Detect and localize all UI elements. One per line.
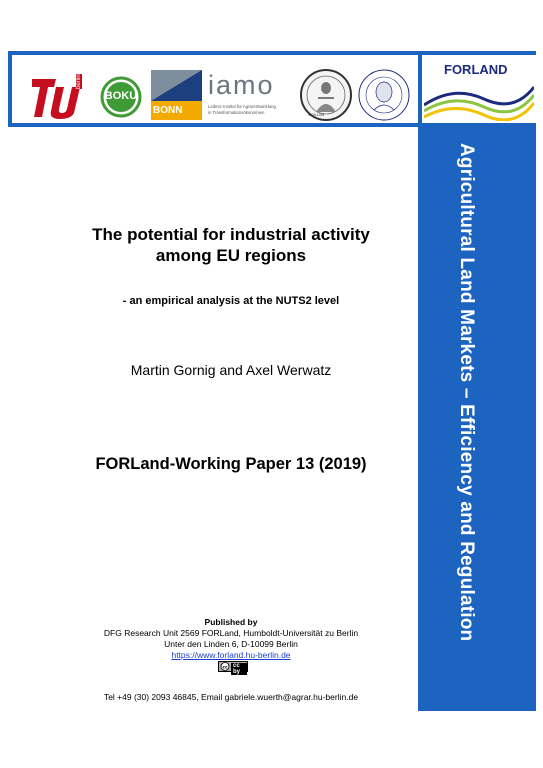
bonn-label: BONN — [153, 105, 183, 116]
paper-authors: Martin Gornig and Axel Werwatz — [130, 362, 332, 378]
series-sidebar — [418, 127, 536, 711]
iamo-logo — [208, 70, 296, 120]
paper-subtitle: - an empirical analysis at the NUTS2 level — [122, 295, 340, 307]
tu-berlin-label: berlin — [76, 74, 82, 89]
paper-title-line2: among EU regions — [155, 246, 307, 265]
publisher-url-link[interactable]: https://www.forland.hu-berlin.de — [171, 650, 291, 660]
svg-text:cc: cc — [222, 665, 228, 671]
published-by-heading: Published by — [204, 617, 258, 627]
bonn-logo — [151, 70, 202, 120]
tu-berlin-logo — [30, 75, 88, 120]
seal-label: SIGILLUM — [308, 113, 325, 117]
cc-by-license-badge[interactable] — [218, 661, 248, 675]
humboldt-seal-logo — [356, 68, 412, 122]
contact-line: Tel +49 (30) 2093 46845, Email gabriele.wuerth@agrar.hu-berlin.de — [103, 692, 359, 702]
iamo-subtitle-line2: in Transformationsökonomien — [208, 110, 265, 115]
iamo-wordmark: iamo — [208, 70, 275, 100]
boku-label: BOKU — [104, 90, 138, 102]
publisher-address: Unter den Linden 6, D-10099 Berlin — [164, 639, 298, 649]
forland-wave-icon — [424, 77, 534, 121]
university-seal-logo — [298, 68, 354, 122]
series-title: Agricultural Land Markets – Efficiency and Regulation — [456, 143, 477, 642]
paper-title — [40, 224, 422, 266]
forland-wordmark: FORLAND — [444, 62, 508, 77]
publisher-line1: DFG Research Unit 2569 FORLand, Humboldt-Universität zu Berlin — [103, 628, 359, 638]
iamo-subtitle-line1: Leibniz-Institut für Agrarentwicklung — [208, 104, 276, 109]
cc-by-label: cc by — [231, 663, 247, 675]
forland-logo — [418, 55, 536, 123]
working-paper-number: FORLand-Working Paper 13 (2019) — [95, 455, 367, 473]
boku-logo — [100, 76, 142, 118]
creative-commons-icon — [220, 662, 230, 671]
paper-title-line1: The potential for industrial activity — [92, 225, 370, 244]
publisher-url-line — [40, 650, 422, 660]
